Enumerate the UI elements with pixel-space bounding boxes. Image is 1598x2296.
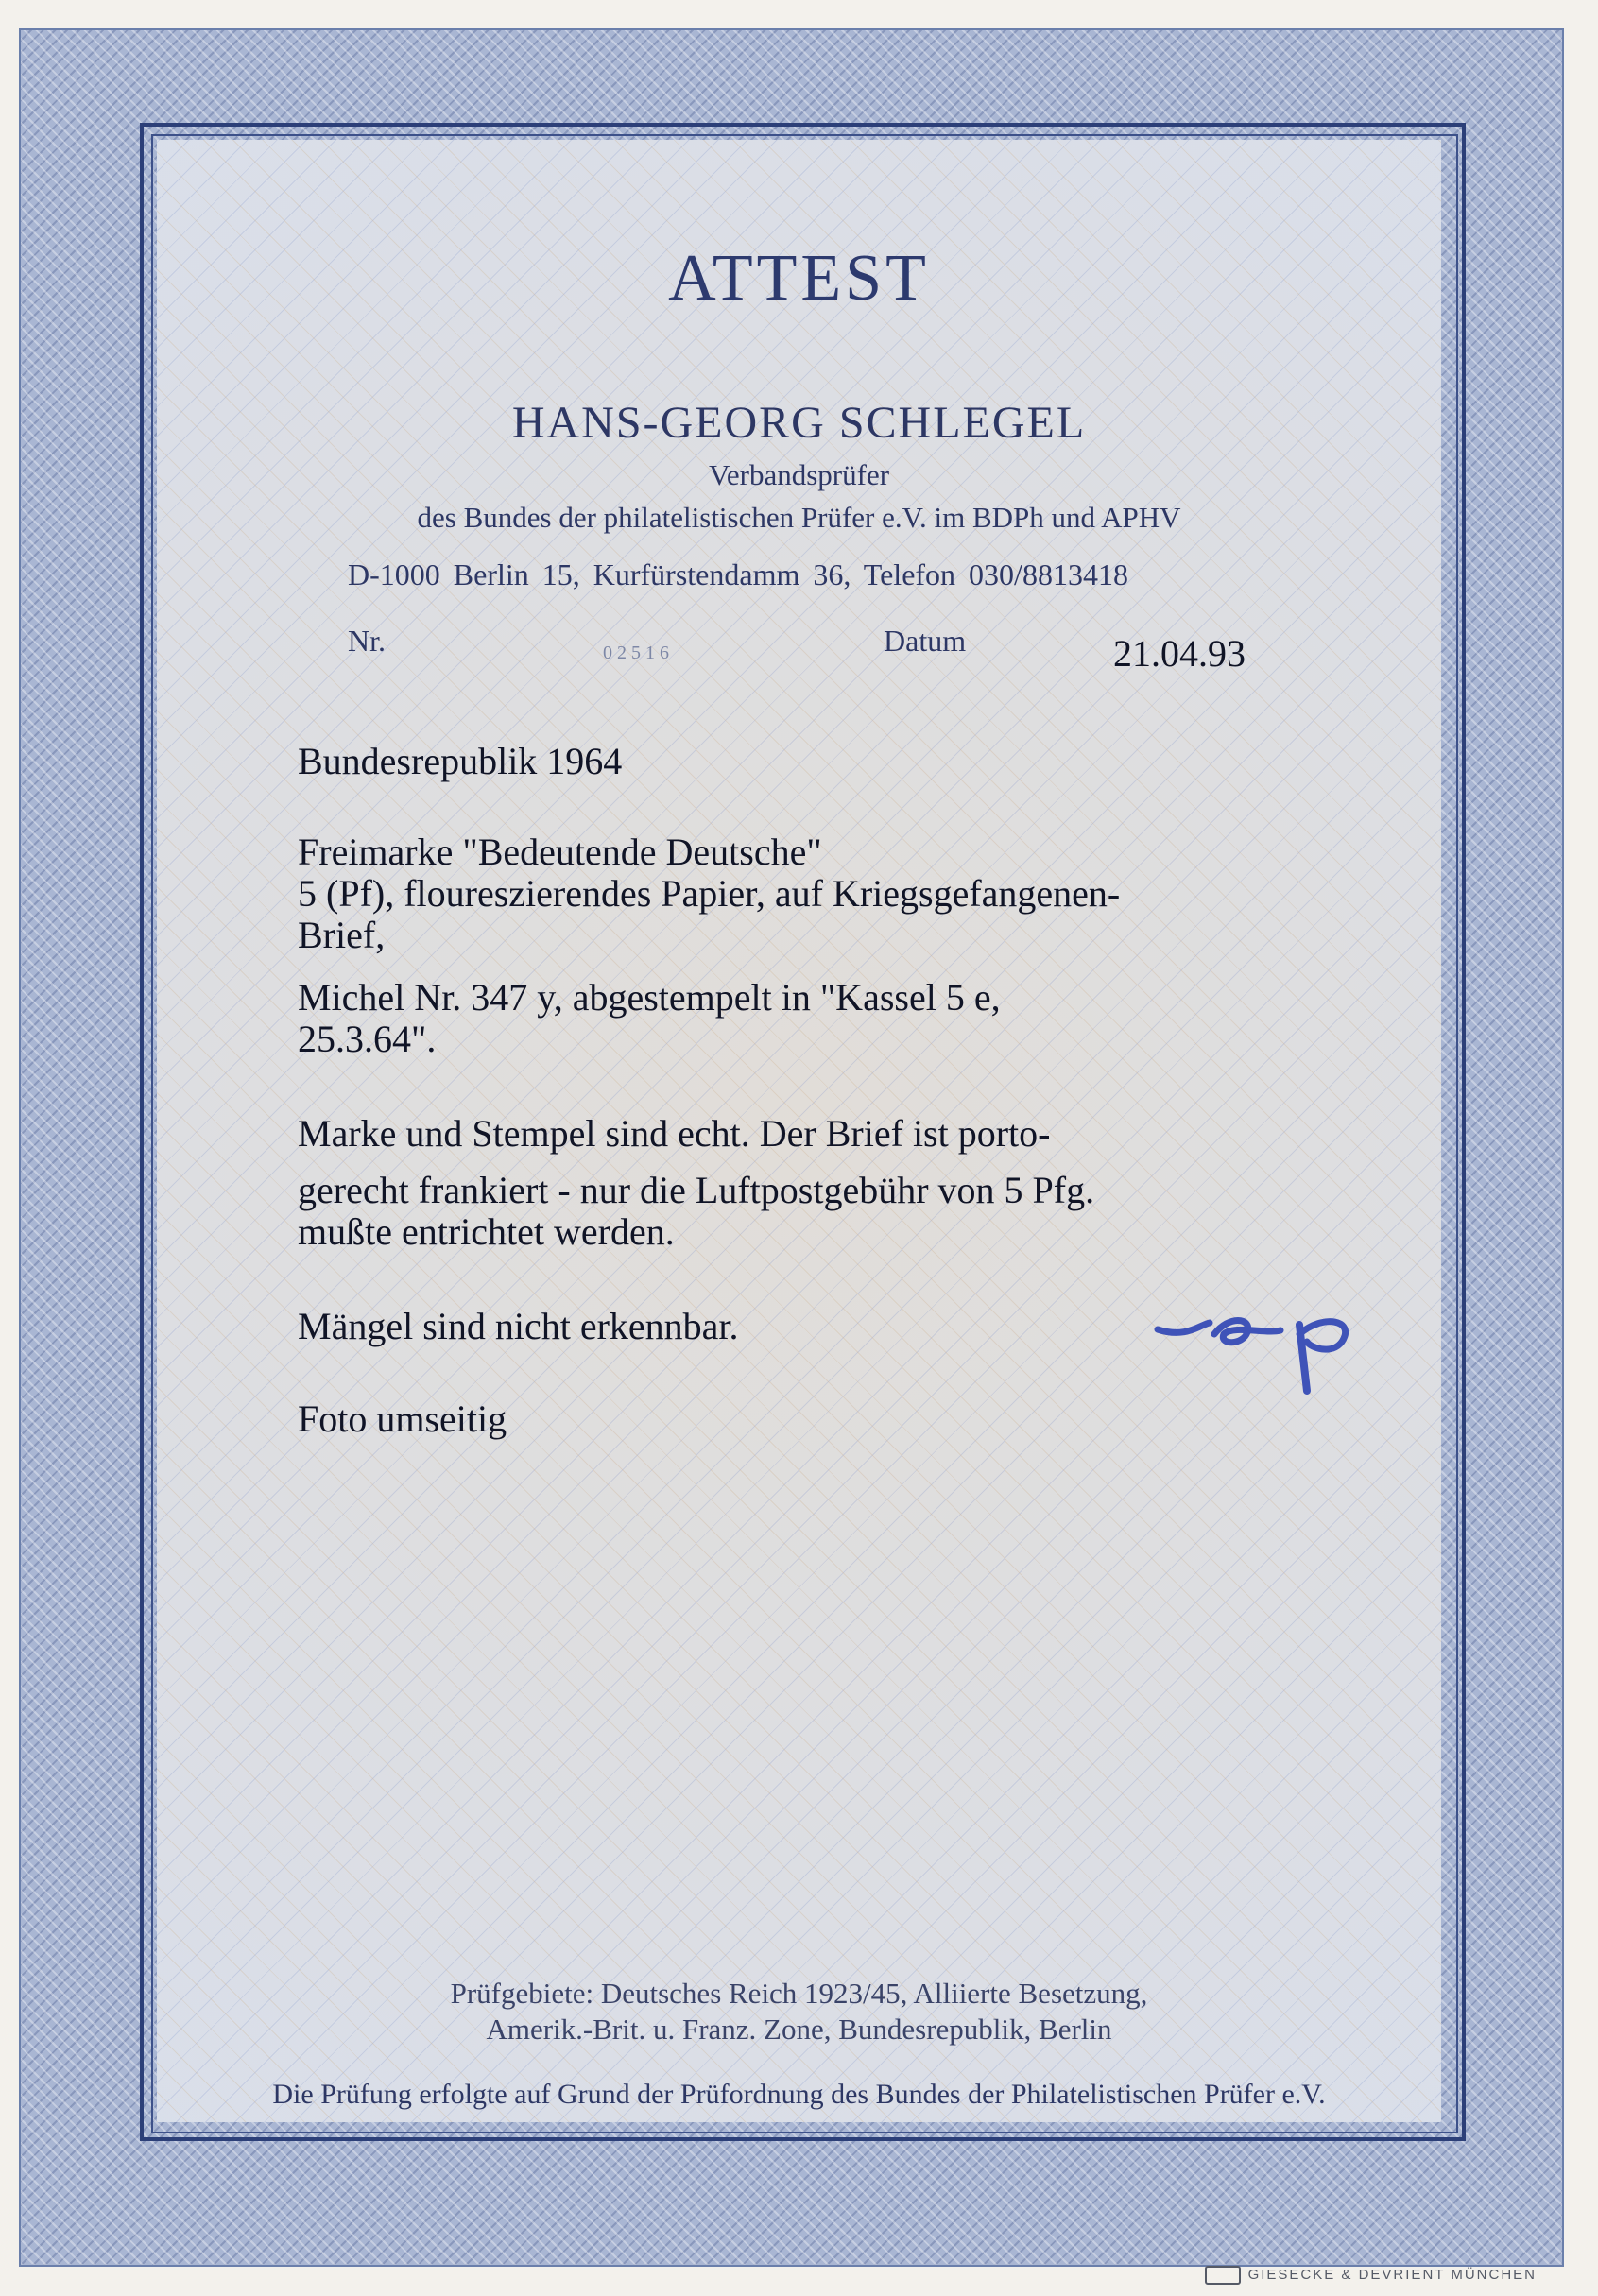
printer-imprint [1205,2266,1537,2285]
certificate-title: ATTEST [668,242,930,315]
description-line: Michel Nr. 347 y, abgestempelt in "Kassel 5 e, [298,976,1001,1019]
printer-name: GIESECKE & DEVRIENT MÜNCHEN [1247,2266,1537,2283]
testing-areas-line1: Prüfgebiete: Deutsches Reich 1923/45, Alliierte Besetzung, [450,1977,1148,2010]
photo-note: Foto umseitig [298,1397,507,1440]
assessment-line: mußte entrichtet werden. [298,1210,675,1253]
examiner-association: des Bundes der philatelistischen Prüfer e.V. im BDPh und APHV [417,501,1181,534]
examiner-signature [1148,1296,1375,1400]
assessment-line: Marke und Stempel sind echt. Der Brief ist porto- [298,1112,1051,1155]
assessment-line: gerecht frankiert - nur die Luftpostgebühr von 5 Pfg. [298,1169,1095,1211]
printer-logo-icon [1205,2266,1241,2285]
description-line: 5 (Pf), floureszierendes Papier, auf Kriegsgefangenen- [298,872,1121,915]
number-label: Nr. [348,624,386,658]
description-line: Freimarke "Bedeutende Deutsche" [298,831,822,873]
description-line: 25.3.64". [298,1018,437,1060]
examiner-name: HANS-GEORG SCHLEGEL [511,398,1087,448]
stamp-issue-heading: Bundesrepublik 1964 [298,740,623,782]
date-label: Datum [884,624,967,658]
testing-areas-line2: Amerik.-Brit. u. Franz. Zone, Bundesrepublik, Berlin [486,2013,1112,2046]
examiner-address: D-1000 Berlin 15, Kurfürstendamm 36, Telefon 030/8813418 [348,557,1128,591]
date-value: 21.04.93 [1113,632,1246,675]
description-line: Brief, [298,914,386,956]
examiner-role: Verbandsprüfer [708,458,890,491]
regulation-statement: Die Prüfung erfolgte auf Grund der Prüfordnung des Bundes der Philatelistischen Prüfer e.V. [272,2079,1326,2110]
number-value: 02516 [603,643,674,663]
defects-statement: Mängel sind nicht erkennbar. [298,1305,739,1347]
